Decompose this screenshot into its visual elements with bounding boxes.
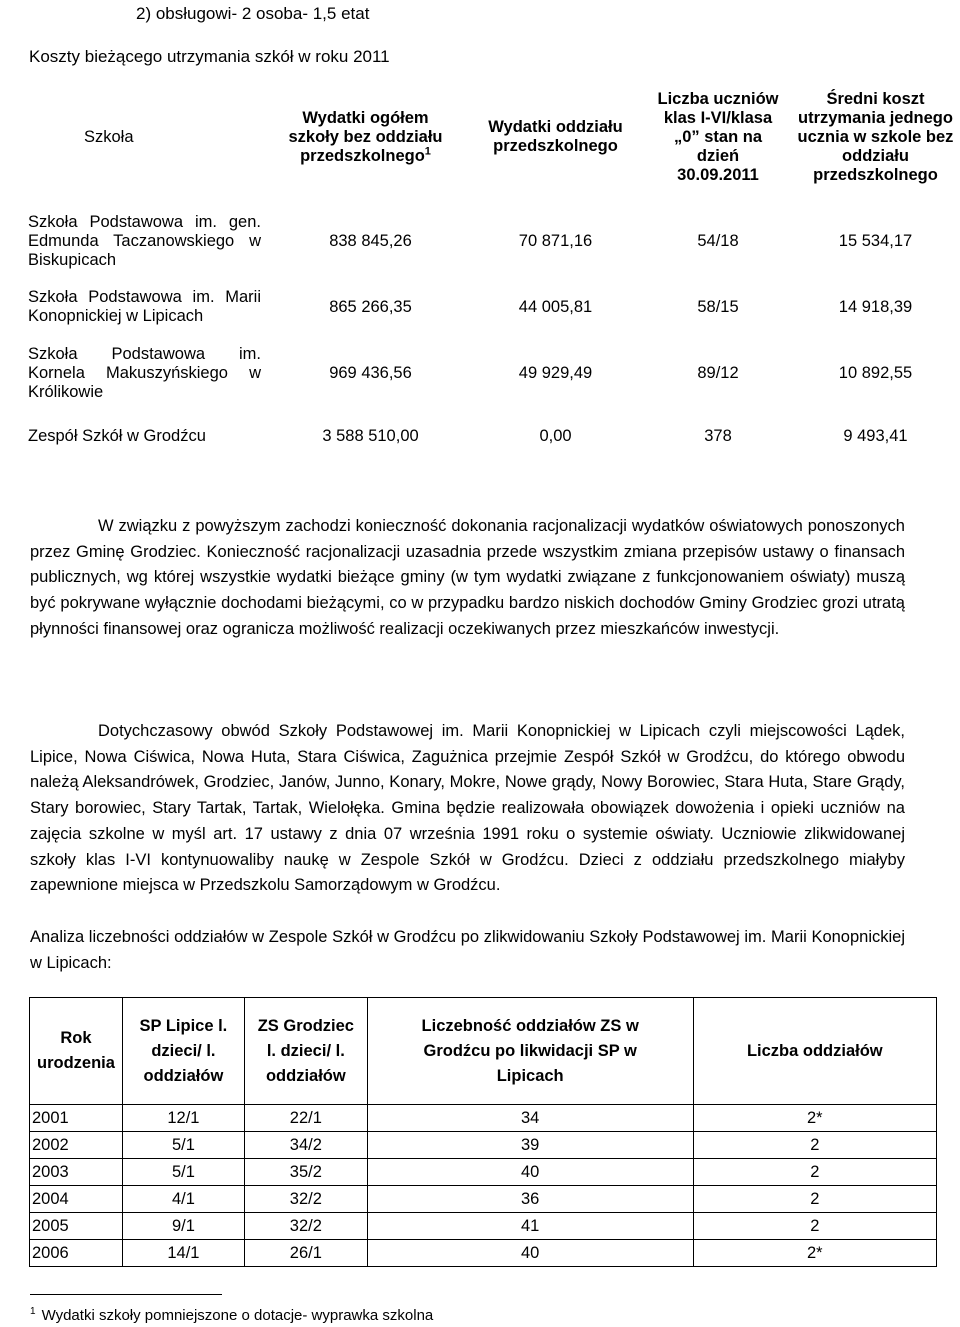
cell-avg: 9 493,41 xyxy=(843,426,908,445)
table-row xyxy=(30,1186,937,1213)
cost-row xyxy=(28,274,958,340)
cell-avg: 10 892,55 xyxy=(838,363,913,382)
cell-preschool: 0,00 xyxy=(539,426,572,445)
cell-avg: 14 918,39 xyxy=(838,297,913,316)
footnote-text: Wydatki szkoły pomniejszone o dotacje- wyprawka szkolna xyxy=(41,1307,434,1324)
table-row xyxy=(30,1213,937,1240)
header-avg: Średni koszt utrzymania jednego ucznia w szkole bez oddziału przedszkolnego xyxy=(797,89,954,184)
cell-after: 40 xyxy=(367,1159,693,1186)
cell-zs: 34/2 xyxy=(244,1132,367,1159)
table-row xyxy=(30,1105,937,1132)
cell-lipice: 5/1 xyxy=(122,1132,244,1159)
cell-count: 2* xyxy=(693,1240,936,1267)
cost-table xyxy=(28,66,958,466)
cell-school: Szkoła Podstawowa im. gen. Edmunda Taczanowskiego w Biskupicach xyxy=(28,212,261,269)
cell-year: 2004 xyxy=(30,1186,123,1213)
header-total: Wydatki ogółem szkoły bez oddziału przedszkolnego$^1$ xyxy=(288,108,443,165)
cell-pupils: 54/18 xyxy=(697,231,739,250)
costs-title: Koszty bieżącego utrzymania szkół w roku 2011 xyxy=(29,47,390,66)
paragraph-district: Dotychczasowy obwód Szkoły Podstawowej im. Marii Konopnickiej w Lipicach czyli miejscowości Lądek, Lipice, Nowa Ciświca, Nowa Huta, Stara Ciświca, Zagużnica przejmie Zespół Szkół w Grodźcu, do którego obwodu należą Aleksandrówek, Grodziec, Janów, Junno, Konary, Mokre, Nowe grądy, Nowy Borowiec, Stara Huta, Stare Grądy, Stary borowiec, Stary Tartak, Tartak, Wielołęka. Gmina będzie realizowała obowiązek dowożenia i opieki uczniów na zajęcia szkolne w myśl art. 17 ustawy z dnia 07 września 1991 roku o systemie oświaty. Uczniowie zlikwidowanej szkoły klas I-VI kontynuowaliby naukę w Zespole Szkół w Grodźcu. Dzieci z oddziału przedszkolnego miałyby zapewnione miejsca w Przedszkolu Samorządowym w Grodźcu. xyxy=(30,722,905,895)
cell-pupils: 58/15 xyxy=(697,297,739,316)
table-row xyxy=(30,1240,937,1267)
cell-lipice: 14/1 xyxy=(122,1240,244,1267)
cell-lipice: 4/1 xyxy=(122,1186,244,1213)
header-zs: ZS Grodziec l. dzieci/ l. oddziałów xyxy=(244,998,367,1105)
cell-zs: 26/1 xyxy=(244,1240,367,1267)
cell-preschool: 44 005,81 xyxy=(518,297,593,316)
cell-year: 2006 xyxy=(30,1240,123,1267)
paragraph-analysis: Analiza liczebności oddziałów w Zespole Szkół w Grodźcu po zlikwidowaniu Szkoły Podstawowej im. Marii Konopnickiej w Lipicach: xyxy=(30,928,905,972)
header-after: Liczebność oddziałów ZS w Grodźcu po likwidacji SP w Lipicach xyxy=(367,998,693,1105)
cell-count: 2 xyxy=(693,1213,936,1240)
cell-lipice: 9/1 xyxy=(122,1213,244,1240)
footnote-marker: 1 xyxy=(424,145,431,157)
cell-year: 2003 xyxy=(30,1159,123,1186)
cell-after: 36 xyxy=(367,1186,693,1213)
cell-count: 2* xyxy=(693,1105,936,1132)
cell-pupils: 89/12 xyxy=(697,363,739,382)
cell-zs: 32/2 xyxy=(244,1213,367,1240)
cell-total: 838 845,26 xyxy=(329,231,412,250)
cell-lipice: 5/1 xyxy=(122,1159,244,1186)
class-table xyxy=(29,997,937,1267)
header-school: Szkoła xyxy=(84,127,134,146)
cell-year: 2005 xyxy=(30,1213,123,1240)
cell-after: 39 xyxy=(367,1132,693,1159)
cell-after: 40 xyxy=(367,1240,693,1267)
cell-zs: 35/2 xyxy=(244,1159,367,1186)
header-pupils: Liczba uczniów klas I-VI/klasa „0” stan na dzień 30.09.2011 xyxy=(657,89,779,184)
cell-year: 2001 xyxy=(30,1105,123,1132)
cell-after: 34 xyxy=(367,1105,693,1132)
header-count: Liczba oddziałów xyxy=(693,998,936,1105)
cell-school: Szkoła Podstawowa im. Marii Konopnickiej w Lipicach xyxy=(28,288,261,325)
cost-table-header xyxy=(28,66,958,208)
cell-preschool: 49 929,49 xyxy=(518,363,593,382)
header-year: Rok urodzenia xyxy=(30,998,123,1105)
header-lipice: SP Lipice l. dzieci/ l. oddziałów xyxy=(122,998,244,1105)
paragraph-rationalization: W związku z powyższym zachodzi konieczność dokonania racjonalizacji wydatków oświatowych ponoszonych przez Gminę Grodziec. Konieczność racjonalizacji uzasadnia przede wszystkim zmiana przepisów ustawy o finansach publicznych, wg której wszystkie wydatki bieżące gminy (w tym wydatki związane z funkcjonowaniem oświaty) muszą być pokrywane wyłącznie dochodami bieżącymi, co w przypadku bardzo niskich dochodów Gminy Grodziec grozi utratą płynności finansowej oraz ogranicza możliwość realizacji oczekiwanych przez mieszkańców inwestycji. xyxy=(30,517,905,638)
cost-row xyxy=(28,406,958,466)
cell-school: Zespół Szkół w Grodźcu xyxy=(28,426,206,445)
cost-row xyxy=(28,208,958,274)
cell-year: 2002 xyxy=(30,1132,123,1159)
cell-avg: 15 534,17 xyxy=(838,231,913,250)
footnote-separator xyxy=(30,1294,222,1295)
table-row xyxy=(30,1159,937,1186)
section-heading: 2) obsługowi- 2 osoba- 1,5 etat xyxy=(136,4,370,23)
cell-preschool: 70 871,16 xyxy=(518,231,593,250)
cell-zs: 22/1 xyxy=(244,1105,367,1132)
cell-total: 969 436,56 xyxy=(329,363,412,382)
cell-lipice: 12/1 xyxy=(122,1105,244,1132)
cell-school: Szkoła Podstawowa im. Kornela Makuszyńskiego w Królikowie xyxy=(28,344,261,401)
cell-total: 865 266,35 xyxy=(329,297,412,316)
cell-count: 2 xyxy=(693,1186,936,1213)
footnote xyxy=(30,1302,433,1326)
cell-count: 2 xyxy=(693,1132,936,1159)
cell-total: 3 588 510,00 xyxy=(322,426,419,445)
cell-after: 41 xyxy=(367,1213,693,1240)
cell-count: 2 xyxy=(693,1159,936,1186)
header-preschool: Wydatki oddziału przedszkolnego xyxy=(488,118,623,155)
cell-pupils: 378 xyxy=(704,426,732,445)
cell-zs: 32/2 xyxy=(244,1186,367,1213)
table-row xyxy=(30,1132,937,1159)
class-table-header xyxy=(30,998,937,1105)
cost-row xyxy=(28,340,958,406)
footnote-number: 1 xyxy=(30,1306,36,1317)
